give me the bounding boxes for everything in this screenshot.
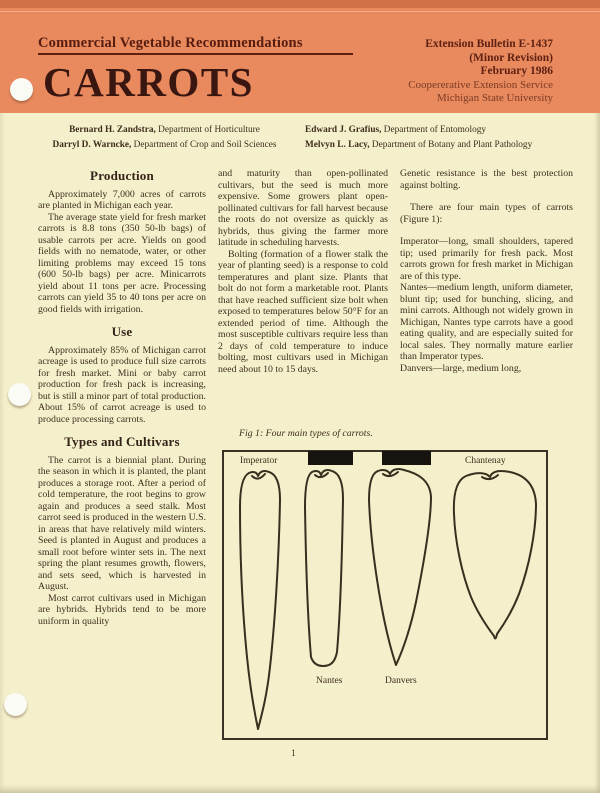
hole-punch <box>4 693 27 716</box>
paragraph: Genetic resistance is the best protection against bolting. <box>400 168 573 191</box>
paragraph: Bolting (formation of a flower stalk the year of planting seed) is a response to cold temperatures and plant size. Plants that bolt do not form a marketable root. Plants that have reached sufficient size bolt when exposed to temperatures below 50°F for an extended period of time. Although the most susceptible cultivars require less than 2 days of cold temperature to induce bolting, most cultivars used in Michigan need about 10 to 15 days. <box>218 248 388 375</box>
section-heading-production: Production <box>90 168 154 183</box>
series-title: Commercial Vegetable Recommendations <box>38 35 303 51</box>
bulletin-revision: (Minor Revision) <box>469 51 553 64</box>
figure-caption: Fig 1: Four main types of carrots. <box>239 428 373 439</box>
danvers-carrot-outline <box>369 469 431 665</box>
text-column-1 <box>38 168 206 627</box>
carrot-outlines-drawing <box>224 452 546 738</box>
figure-label-nantes: Nantes <box>316 676 343 686</box>
author-column-left <box>30 123 299 153</box>
chantenay-carrot-outline <box>454 471 536 638</box>
paragraph: Approximately 7,000 acres of carrots are planted in Michigan each year. <box>38 188 206 211</box>
section-heading-types-cultivars: Types and Cultivars <box>64 434 180 449</box>
series-title-underline <box>38 53 353 55</box>
page-header <box>0 0 600 113</box>
figure-label-imperator: Imperator <box>240 456 278 466</box>
section-heading-use: Use <box>111 324 133 339</box>
figure-label-chantenay: Chantenay <box>465 456 506 466</box>
nantes-carrot-outline <box>305 470 343 666</box>
org-name-line2: Michigan State University <box>436 91 553 104</box>
author-line: Melvyn L. Lacy, Department of Botany and Plant Pathology <box>305 140 533 150</box>
hole-punch <box>8 383 31 406</box>
text-column-3 <box>400 168 573 374</box>
paragraph: Approximately 85% of Michigan carrot acreage is used to produce full size carrots for fresh market. Mini or baby carrot production for fresh pack is increasing, but is still a minor part of total production. About 15% of carrot acreage is used to produce processing carrots. <box>38 344 206 425</box>
paragraph: There are four main types of carrots (Figure 1): <box>400 202 573 225</box>
bulletin-info <box>408 38 553 105</box>
imperator-carrot-outline <box>240 471 280 729</box>
header-top-strip <box>0 0 600 8</box>
figure-carrot-types <box>222 450 548 740</box>
page-title: CARROTS <box>43 59 254 105</box>
author-line: Bernard H. Zandstra, Department of Horticulture <box>69 125 260 135</box>
bulletin-number: Extension Bulletin E-1437 <box>425 38 553 50</box>
paragraph: The carrot is a biennial plant. During the season in which it is planted, the plant produces a storage root. After a period of cold temperature, the root begins to grow again and produces a seed stalk. Most carrot seed is produced in the western U.S. in areas that have relatively mild winters. Seed is planted in August and produces a small root before winter sets in. The next spring the plant resumes growth, flowers, and sets seed, which is harvested in August. <box>38 454 206 592</box>
redaction-bar <box>308 451 353 465</box>
header-fold-crease <box>0 11 600 12</box>
page-number: 1 <box>291 749 296 759</box>
paragraph-nantes-type: Nantes—medium length, uniform diameter, blunt tip; used for bunching, slicing, and mini carrots. Although not widely grown in Michigan, Nantes type carrots have a good eating quality, and are especially suited for local sales. They normally mature earlier than Imperator types. <box>400 282 573 362</box>
paragraph: Most carrot cultivars used in Michigan are hybrids. Hybrids tend to be more uniform in quality <box>38 592 206 627</box>
author-line: Darryl D. Warncke, Department of Crop and Soil Sciences <box>52 140 277 150</box>
author-column-right <box>299 123 575 153</box>
paragraph-imperator-type: Imperator—long, small shoulders, tapered tip; used primarily for fresh pack. Most carrots grown for fresh market in Michigan are of this type. <box>400 236 573 282</box>
hole-punch <box>10 78 33 101</box>
paragraph: The average state yield for fresh market carrots is 8.8 tons (350 50-lb bags) of usable carrots per acre. Yields on good fields with no nematode, water, or other limiting problems may exceed 15 tons (600 50-lb bags) per acre. Minicarrots yield about 11 tons per acre. Processing carrots can yield 35 to 40 tons per acre on good fields with irrigation. <box>38 211 206 315</box>
author-credits <box>30 123 575 153</box>
redaction-bar <box>382 451 431 465</box>
figure-label-danvers: Danvers <box>385 676 417 686</box>
bulletin-date: February 1986 <box>480 65 553 77</box>
author-line: Edward J. Grafius, Department of Entomology <box>305 125 487 135</box>
paragraph-danvers-type: Danvers—large, medium long, <box>400 362 522 374</box>
paragraph: and maturity than open-pollinated cultivars, but the seed is much more expensive. Some growers plant open-pollinated cultivars for fall harvest because the roots do not oversize as quickly as hybrids, thus giving the farmer more latitude in scheduling harvests. <box>218 168 388 248</box>
org-name-line1: Coopererative Extension Service <box>408 78 553 91</box>
text-column-2 <box>218 168 388 375</box>
